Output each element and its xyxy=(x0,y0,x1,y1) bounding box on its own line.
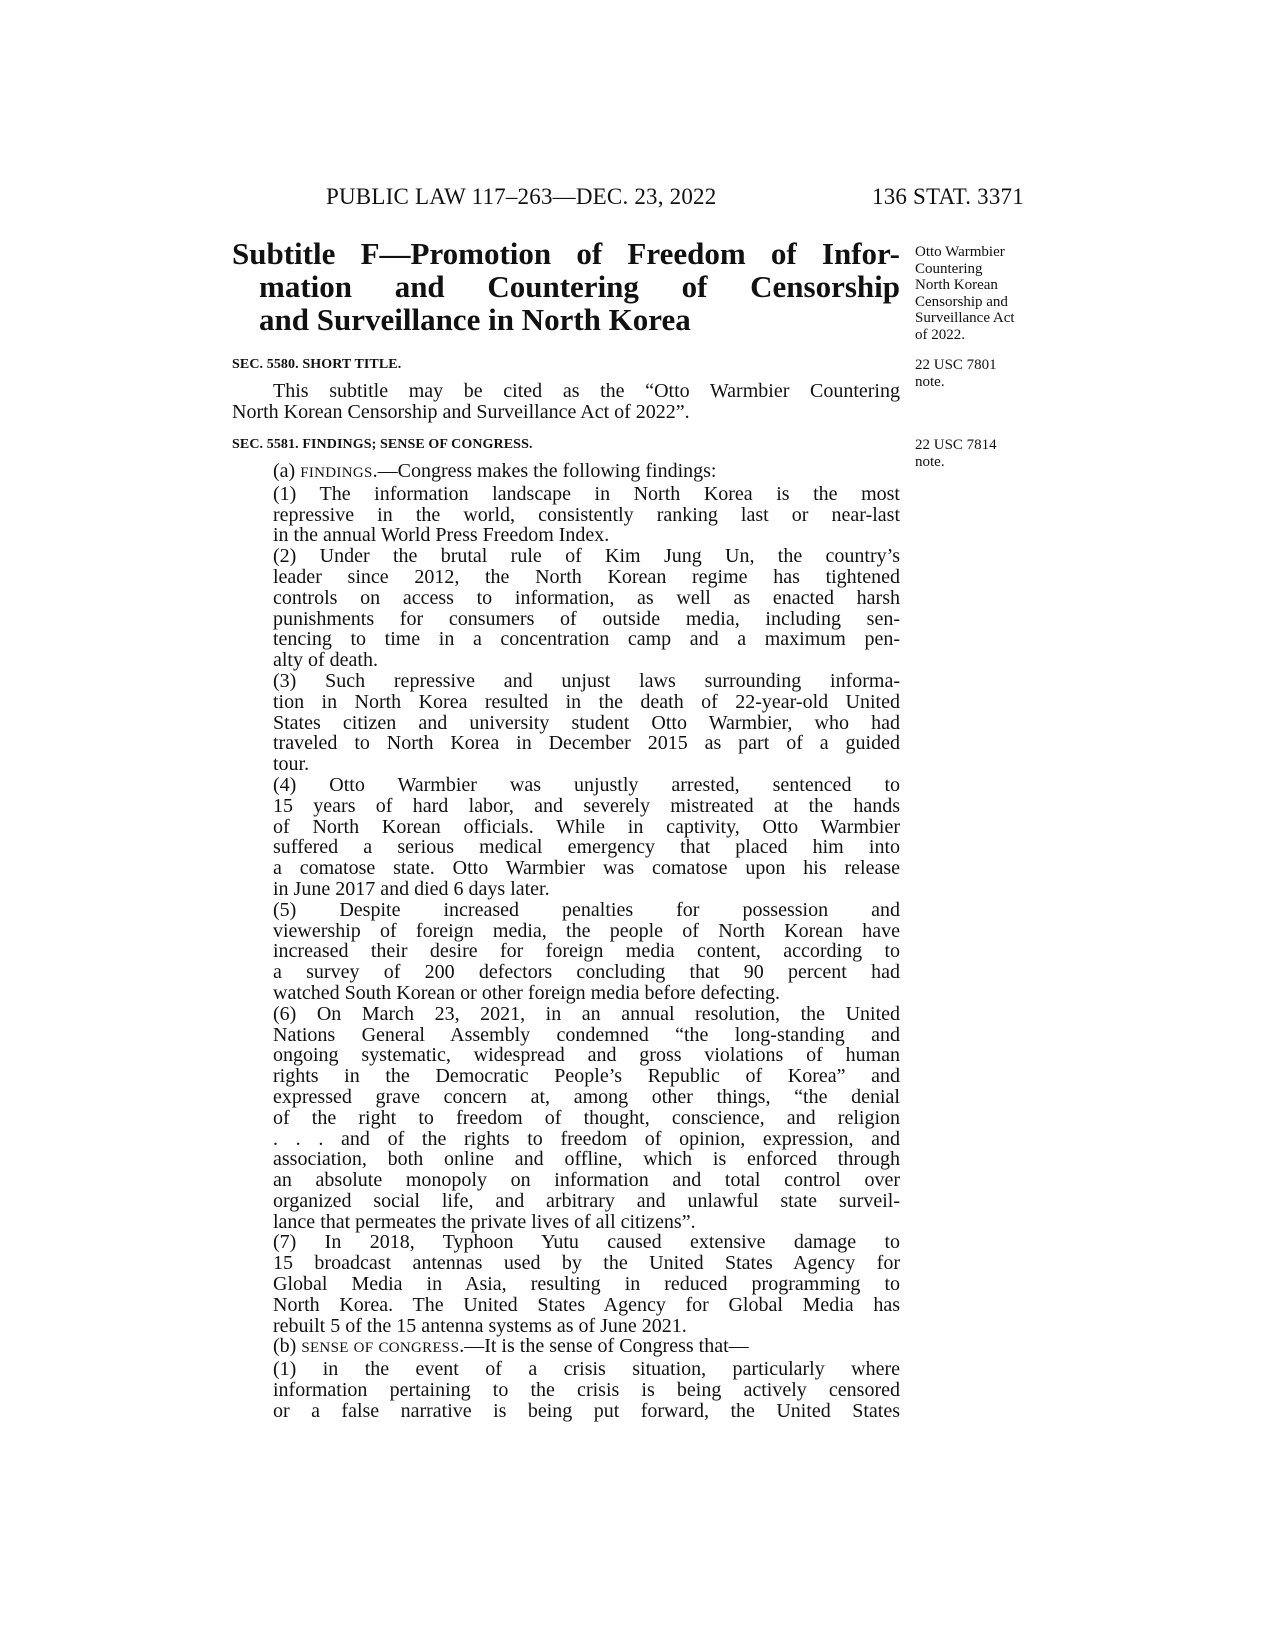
text-line: North Korean Censorship and Surveillance Act of 2022”. xyxy=(232,400,690,423)
finding-1-line: (1) The information landscape in North Korea is the most xyxy=(273,482,900,505)
text-line: This subtitle may be cited as the “Otto Warmbier Countering xyxy=(273,380,900,402)
sense-1-line: information pertaining to the crisis is being actively censored xyxy=(273,1379,900,1402)
finding-2-line: alty of death. xyxy=(273,649,378,672)
finding-2-line: tencing to time in a concentration camp and a maximum pen- xyxy=(273,628,900,651)
subtitle-heading xyxy=(232,237,900,336)
section-5580-text xyxy=(232,381,900,423)
margin-note-line: 22 USC 7801 xyxy=(915,357,997,373)
subtitle-line: Subtitle F—Promotion of Freedom of Infor- xyxy=(232,236,900,271)
subtitle-line: mation and Countering of Censorship xyxy=(259,269,900,304)
finding-3-line: traveled to North Korea in December 2015 as part of a guided xyxy=(273,732,900,755)
margin-note-act-name xyxy=(915,244,1015,344)
finding-7-line: 15 broadcast antennas used by the United States Agency for xyxy=(273,1252,900,1275)
finding-7-line: Global Media in Asia, resulting in reduced programming to xyxy=(273,1273,900,1296)
margin-note-line: North Korean xyxy=(915,277,998,294)
finding-4-line: 15 years of hard labor, and severely mistreated at the hands xyxy=(273,794,900,817)
subsection-caption-rest: .—It is the sense of Congress that— xyxy=(459,1335,749,1358)
sense-1-line: or a false narrative is being put forward, the United States xyxy=(273,1399,900,1422)
finding-7-line: rebuilt 5 of the 15 antenna systems as of June 2021. xyxy=(273,1314,687,1337)
finding-6-line: Nations General Assembly condemned “the long-standing and xyxy=(273,1023,900,1046)
margin-note-usc-7814 xyxy=(915,437,997,470)
finding-6-line: expressed grave concern at, among other things, “the denial xyxy=(273,1085,900,1108)
margin-note-line: note. xyxy=(915,453,945,470)
running-header-title: PUBLIC LAW 117–263—DEC. 23, 2022 xyxy=(326,184,717,209)
finding-6-line: of the right to freedom of thought, conscience, and religion xyxy=(273,1106,900,1129)
subsection-b-heading xyxy=(232,1336,900,1359)
statute-page-number: 136 STAT. 3371 xyxy=(872,184,1024,209)
subsection-a-heading xyxy=(232,461,900,484)
subsection-caption-rest: .—Congress makes the following findings: xyxy=(372,460,717,482)
finding-5-line: a survey of 200 defectors concluding that 90 percent had xyxy=(273,961,900,984)
subsection-label: (a) xyxy=(273,460,301,482)
finding-5-line: watched South Korean or other foreign media before defecting. xyxy=(273,981,781,1004)
finding-3-line: (3) Such repressive and unjust laws surrounding informa- xyxy=(273,669,900,692)
subsection-caption: SENSE xyxy=(301,1340,349,1357)
finding-5-line: increased their desire for foreign media content, according to xyxy=(273,940,900,963)
subsection-caption: CONGRESS xyxy=(378,1340,460,1357)
finding-4-line: of North Korean officials. While in captivity, Otto Warmbier xyxy=(273,815,900,838)
finding-5-line: (5) Despite increased penalties for possession and xyxy=(273,898,900,921)
finding-6-line: organized social life, and arbitrary and unlawful state surveil- xyxy=(273,1189,900,1212)
finding-6-line: (6) On March 23, 2021, in an annual resolution, the United xyxy=(273,1002,900,1025)
margin-note-line: 22 USC 7814 xyxy=(915,437,997,453)
finding-6-line: lance that permeates the private lives of all citizens”. xyxy=(273,1210,696,1233)
margin-note-line: Surveillance Act xyxy=(915,310,1015,327)
section-5580-heading: SEC. 5580. SHORT TITLE. xyxy=(232,357,402,372)
finding-3-line: tour. xyxy=(273,753,310,776)
finding-7-line: (7) In 2018, Typhoon Yutu caused extensive damage to xyxy=(273,1231,900,1254)
finding-4-line: a comatose state. Otto Warmbier was comatose upon his release xyxy=(273,857,900,880)
finding-6-line: association, both online and offline, which is enforced through xyxy=(273,1148,900,1171)
subsection-label: (b) xyxy=(273,1335,302,1358)
section-5581-heading: SEC. 5581. FINDINGS; SENSE OF CONGRESS. xyxy=(232,437,533,452)
margin-note-line: of 2022. xyxy=(915,326,965,343)
finding-7-line: North Korea. The United States Agency for Global Media has xyxy=(273,1293,900,1316)
finding-5-line: viewership of foreign media, the people of North Korean have xyxy=(273,919,900,942)
subsection-caption: OF xyxy=(353,1340,374,1357)
margin-note-line: note. xyxy=(915,373,945,390)
finding-3-line: States citizen and university student Otto Warmbier, who had xyxy=(273,711,900,734)
margin-note-usc-7801 xyxy=(915,357,997,390)
finding-4-line: in June 2017 and died 6 days later. xyxy=(273,877,550,900)
margin-note-line: Countering xyxy=(915,260,983,277)
subsection-caption: FINDINGS xyxy=(300,465,373,481)
finding-3-line: tion in North Korea resulted in the death of 22-year-old United xyxy=(273,690,900,713)
finding-6-line: . . . and of the rights to freedom of opinion, expression, and xyxy=(273,1127,900,1150)
finding-2-line: (2) Under the brutal rule of Kim Jung Un, the country’s xyxy=(273,545,900,568)
finding-2-line: controls on access to information, as well as enacted harsh xyxy=(273,586,900,609)
finding-1-line: repressive in the world, consistently ranking last or near-last xyxy=(273,503,900,526)
finding-6-line: an absolute monopoly on information and total control over xyxy=(273,1169,900,1192)
margin-note-line: Otto Warmbier xyxy=(915,244,1005,260)
margin-note-line: Censorship and xyxy=(915,293,1008,310)
section-5581-body xyxy=(232,461,900,1422)
finding-2-line: punishments for consumers of outside media, including sen- xyxy=(273,607,900,630)
finding-4-line: suffered a serious medical emergency that placed him into xyxy=(273,836,900,859)
finding-4-line: (4) Otto Warmbier was unjustly arrested, sentenced to xyxy=(273,773,900,796)
sense-1-line: (1) in the event of a crisis situation, particularly where xyxy=(273,1358,900,1381)
finding-6-line: ongoing systematic, widespread and gross violations of human xyxy=(273,1044,900,1067)
finding-1-line: in the annual World Press Freedom Index. xyxy=(273,524,610,547)
finding-6-line: rights in the Democratic People’s Republic of Korea” and xyxy=(273,1065,900,1088)
finding-2-line: leader since 2012, the North Korean regime has tightened xyxy=(273,565,900,588)
subtitle-line: and Surveillance in North Korea xyxy=(259,302,691,337)
